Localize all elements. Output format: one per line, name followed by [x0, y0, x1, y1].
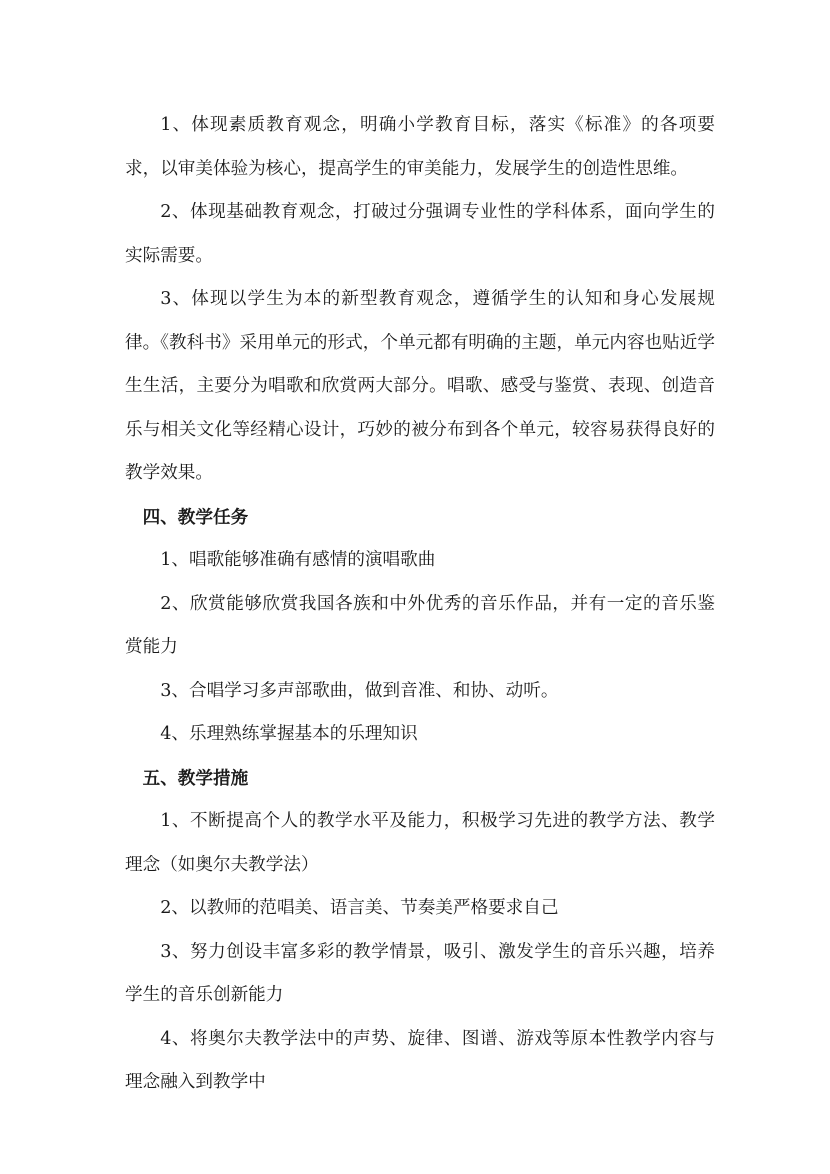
- paragraph: 2、体现基础教育观念，打破过分强调专业性的学科体系，面向学生的实际需要。: [125, 202, 715, 266]
- section-heading: 五、教学措施: [142, 767, 249, 789]
- paragraph: 1、体现素质教育观念，明确小学教育目标，落实《标准》的各项要求，以审美体验为核心，提高学生的审美能力，发展学生的创造性思维。: [125, 115, 715, 179]
- paragraph: 2、以教师的范唱美、语言美、节奏美严格要求自己: [160, 898, 559, 918]
- paragraph: 2、欣赏能够欣赏我国各族和中外优秀的音乐作品，并有一定的音乐鉴赏能力: [125, 593, 715, 657]
- section-heading: 四、教学任务: [142, 506, 249, 528]
- paragraph: 1、不断提高个人的教学水平及能力，积极学习先进的教学方法、教学理念（如奥尔夫教学法）: [125, 811, 715, 875]
- paragraph: 4、乐理熟练掌握基本的乐理知识: [160, 724, 418, 744]
- paragraph: 3、体现以学生为本的新型教育观念，遵循学生的认知和身心发展规律。《教科书》采用单元的形式，个单元都有明确的主题，单元内容也贴近学生生活，主要分为唱歌和欣赏两大部分。唱歌、感受与鉴赏、表现、创造音乐与相关文化等经精心设计，巧妙的被分布到各个单元，较容易获得良好的教学效果。: [125, 289, 715, 483]
- paragraph: 3、努力创设丰富多彩的教学情景，吸引、激发学生的音乐兴趣，培养学生的音乐创新能力: [125, 941, 715, 1005]
- document-page: [125, 104, 715, 1105]
- paragraph: 4、将奥尔夫教学法中的声势、旋律、图谱、游戏等原本性教学内容与理念融入到教学中: [125, 1028, 715, 1092]
- paragraph: 1、唱歌能够准确有感情的演唱歌曲: [160, 550, 436, 570]
- paragraph: 3、合唱学习多声部歌曲，做到音准、和协、动听。: [160, 680, 559, 701]
